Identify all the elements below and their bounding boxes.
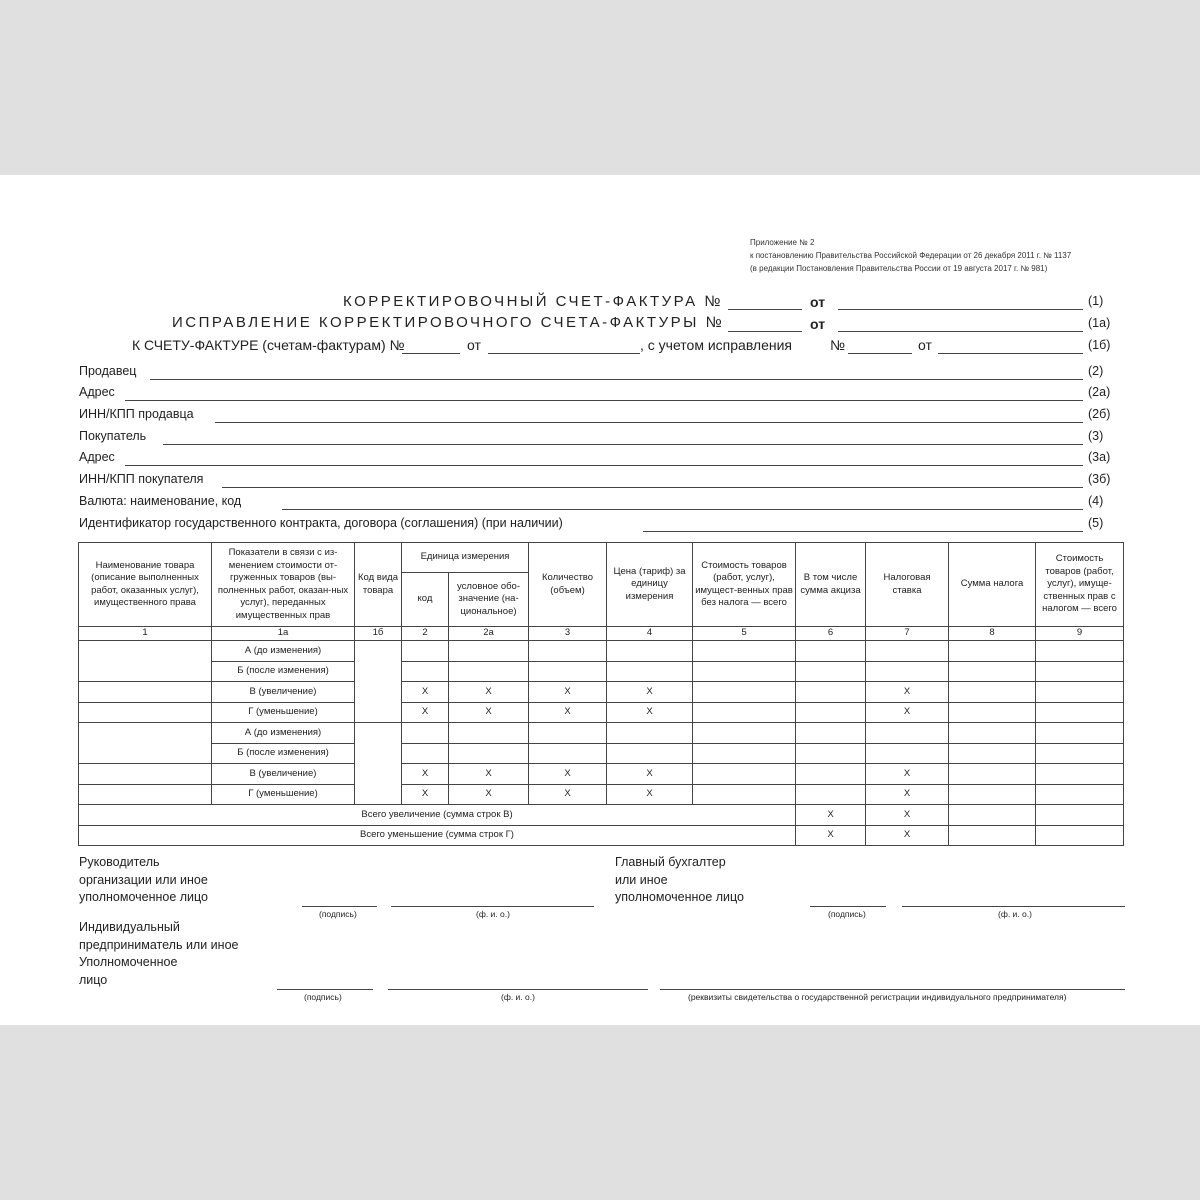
- row-label: В (увеличение): [212, 764, 355, 785]
- x-mark: Х: [607, 784, 693, 805]
- appendix-line-3: (в редакции Постановления Правительства России от 19 августа 2017 г. № 981): [750, 264, 1048, 273]
- cell[interactable]: [693, 723, 796, 744]
- acc-line-2: или иное: [615, 872, 668, 887]
- seller-label: Продавец: [79, 364, 137, 378]
- cell[interactable]: [449, 641, 529, 662]
- header-price: Цена (тариф) за единицу измерения: [607, 543, 693, 627]
- row-label: Г (уменьшение): [212, 784, 355, 805]
- fix-number-line: [848, 353, 912, 354]
- contract-id-line[interactable]: [643, 531, 1083, 532]
- cell[interactable]: [402, 661, 449, 682]
- col-number: 1а: [212, 627, 355, 641]
- seller-inn-code: (2б): [1088, 407, 1111, 421]
- x-mark: Х: [866, 764, 949, 785]
- cell[interactable]: [607, 661, 693, 682]
- col-number: 9: [1036, 627, 1124, 641]
- cell[interactable]: [949, 805, 1036, 826]
- cell[interactable]: [796, 641, 866, 662]
- x-mark: Х: [402, 784, 449, 805]
- x-mark: Х: [866, 825, 949, 846]
- seller-address-line[interactable]: [125, 400, 1083, 401]
- x-mark: Х: [529, 682, 607, 703]
- cell[interactable]: [402, 723, 449, 744]
- title-to-invoice: К СЧЕТУ-ФАКТУРЕ (счетам-фактурам) №: [132, 337, 405, 353]
- x-mark: Х: [607, 682, 693, 703]
- contract-id-code: (5): [1088, 516, 1104, 530]
- fix-date-line: [938, 353, 1083, 354]
- header-kod-vida: Код вида товара: [355, 543, 402, 627]
- head-fio-caption: (ф. и. о.): [476, 909, 510, 919]
- ip-line-4: лицо: [79, 972, 108, 987]
- cell[interactable]: [866, 743, 949, 764]
- x-mark: Х: [866, 702, 949, 723]
- cell[interactable]: [402, 743, 449, 764]
- cell[interactable]: [693, 702, 796, 723]
- cell[interactable]: [693, 743, 796, 764]
- cell[interactable]: [1036, 723, 1124, 744]
- cell[interactable]: [1036, 764, 1124, 785]
- appendix-line-2: к постановлению Правительства Российской Федерации от 26 декабря 2011 г. № 1137: [750, 251, 1072, 260]
- with-correction-label: , с учетом исправления: [640, 337, 793, 353]
- table-row: [79, 743, 1124, 764]
- cell[interactable]: [1036, 805, 1124, 826]
- correction-date-line: [838, 331, 1083, 332]
- title-correction: ИСПРАВЛЕНИЕ КОРРЕКТИРОВОЧНОГО СЧЕТА-ФАКТУРЫ №: [172, 314, 725, 331]
- invoice-number-line: [728, 309, 802, 310]
- buyer-inn-code: (3б): [1088, 472, 1111, 486]
- col-number: 6: [796, 627, 866, 641]
- x-mark: Х: [449, 682, 529, 703]
- cell[interactable]: [1036, 682, 1124, 703]
- ot-label-3: от: [467, 337, 481, 353]
- col-number: 5: [693, 627, 796, 641]
- table-row: [79, 702, 1124, 723]
- table-row: [79, 682, 1124, 703]
- table-row: [79, 723, 1124, 744]
- col-number: 1: [79, 627, 212, 641]
- cell[interactable]: [1036, 702, 1124, 723]
- currency-line[interactable]: [282, 509, 1083, 510]
- cell[interactable]: [449, 723, 529, 744]
- seller-inn-label: ИНН/КПП продавца: [79, 407, 194, 421]
- col-number: 8: [949, 627, 1036, 641]
- total-decrease-label: Всего уменьшение (сумма строк Г): [79, 825, 796, 846]
- head-signature-caption: (подпись): [319, 909, 357, 919]
- col-number: 7: [866, 627, 949, 641]
- header-unit-code: код: [402, 573, 449, 627]
- ip-signature-caption: (подпись): [304, 992, 342, 1002]
- header-excise: В том числе сумма акциза: [796, 543, 866, 627]
- col-number: 4: [607, 627, 693, 641]
- cell[interactable]: [796, 661, 866, 682]
- document-sheet: [0, 175, 1200, 1025]
- head-fio-line[interactable]: [391, 906, 594, 907]
- ip-line-3: Уполномоченное: [79, 955, 178, 969]
- cell[interactable]: [607, 641, 693, 662]
- cell[interactable]: [949, 702, 1036, 723]
- cell[interactable]: [796, 784, 866, 805]
- x-mark: Х: [607, 764, 693, 785]
- table-row: [79, 661, 1124, 682]
- x-mark: Х: [449, 784, 529, 805]
- seller-address-code: (2а): [1088, 385, 1111, 399]
- buyer-label: Покупатель: [79, 429, 147, 443]
- code-1: (1): [1088, 294, 1104, 308]
- col-number: 3: [529, 627, 607, 641]
- cell[interactable]: [949, 825, 1036, 846]
- item-name-cell[interactable]: [79, 682, 212, 703]
- cell[interactable]: [949, 682, 1036, 703]
- header-qty: Количество (объем): [529, 543, 607, 627]
- head-line-2: организации или иное: [79, 872, 208, 887]
- cell[interactable]: [796, 682, 866, 703]
- invoice-date-line: [838, 309, 1083, 310]
- cell[interactable]: [796, 723, 866, 744]
- x-mark: Х: [402, 682, 449, 703]
- buyer-code: (3): [1088, 429, 1104, 443]
- x-mark: Х: [529, 784, 607, 805]
- head-line-3: уполномоченное лицо: [79, 890, 209, 904]
- header-name: Наименование товара (описание выполненных работ, оказанных услуг), имущественного права: [79, 543, 212, 627]
- cell[interactable]: [607, 743, 693, 764]
- item-name-cell[interactable]: [79, 641, 212, 682]
- seller-code: (2): [1088, 364, 1104, 378]
- cell[interactable]: [949, 661, 1036, 682]
- ip-requisites-line[interactable]: [660, 989, 1125, 990]
- acc-fio-caption: (ф. и. о.): [998, 909, 1032, 919]
- seller-address-label: Адрес: [79, 385, 115, 399]
- item-name-cell[interactable]: [79, 702, 212, 723]
- cell[interactable]: [949, 723, 1036, 744]
- x-mark: Х: [866, 805, 949, 826]
- x-mark: Х: [402, 764, 449, 785]
- code-1b: (1б): [1088, 338, 1111, 352]
- cell[interactable]: [1036, 661, 1124, 682]
- total-increase-label: Всего увеличение (сумма строк В): [79, 805, 796, 826]
- acc-signature-line[interactable]: [810, 906, 886, 907]
- table-row: [79, 641, 1124, 662]
- buyer-address-line[interactable]: [125, 465, 1083, 466]
- seller-inn-line[interactable]: [215, 422, 1083, 423]
- cell[interactable]: [529, 723, 607, 744]
- header-cost: Стоимость товаров (работ, услуг), имущест-венных прав без налога — всего: [693, 543, 796, 627]
- ip-line-2: предприниматель или иное: [79, 937, 239, 952]
- cell[interactable]: [529, 641, 607, 662]
- item-name-cell[interactable]: [79, 764, 212, 785]
- col-number: 1б: [355, 627, 402, 641]
- item-name-cell[interactable]: [79, 784, 212, 805]
- cell[interactable]: [796, 702, 866, 723]
- table-row: [79, 764, 1124, 785]
- currency-label: Валюта: наименование, код: [79, 494, 242, 508]
- x-mark: Х: [796, 825, 866, 846]
- head-signature-line[interactable]: [302, 906, 377, 907]
- buyer-line[interactable]: [163, 444, 1083, 445]
- base-invoice-number-line: [402, 353, 460, 354]
- cell[interactable]: [796, 764, 866, 785]
- cell[interactable]: [693, 641, 796, 662]
- x-mark: Х: [607, 702, 693, 723]
- base-invoice-date-line: [488, 353, 640, 354]
- cell[interactable]: [693, 682, 796, 703]
- header-total: Стоимость товаров (работ, услуг), имуще-ственных прав с налогом — всего: [1036, 543, 1124, 627]
- appendix-note: [750, 236, 1071, 275]
- x-mark: Х: [449, 764, 529, 785]
- ot-label-1: от: [810, 294, 826, 310]
- cell[interactable]: [949, 764, 1036, 785]
- cell[interactable]: [449, 743, 529, 764]
- header-rate: Налоговая ставка: [866, 543, 949, 627]
- x-mark: Х: [449, 702, 529, 723]
- currency-code: (4): [1088, 494, 1104, 508]
- ip-signature-line[interactable]: [277, 989, 373, 990]
- buyer-address-code: (3а): [1088, 450, 1111, 464]
- cell[interactable]: [449, 661, 529, 682]
- x-mark: Х: [529, 764, 607, 785]
- title-corrective-invoice: КОРРЕКТИРОВОЧНЫЙ СЧЕТ-ФАКТУРА №: [343, 293, 723, 310]
- ot-label-4: от: [918, 337, 932, 353]
- cell[interactable]: [1036, 784, 1124, 805]
- code-1a: (1а): [1088, 316, 1111, 330]
- x-mark: Х: [796, 805, 866, 826]
- ip-fio-caption: (ф. и. о.): [501, 992, 535, 1002]
- cell[interactable]: [607, 723, 693, 744]
- total-decrease-row: [79, 825, 1124, 846]
- cell[interactable]: [866, 641, 949, 662]
- cell[interactable]: [949, 743, 1036, 764]
- cell[interactable]: [796, 743, 866, 764]
- cell[interactable]: [1036, 743, 1124, 764]
- cell[interactable]: [693, 661, 796, 682]
- item-name-cell[interactable]: [79, 723, 212, 764]
- row-label: В (увеличение): [212, 682, 355, 703]
- accountant-label: [615, 854, 744, 907]
- kod-vida-cell[interactable]: [355, 723, 402, 805]
- x-mark: Х: [402, 702, 449, 723]
- acc-line-3: уполномоченное лицо: [615, 890, 745, 904]
- table-row: [79, 784, 1124, 805]
- col-number: 2: [402, 627, 449, 641]
- cell[interactable]: [949, 641, 1036, 662]
- cell[interactable]: [1036, 641, 1124, 662]
- row-label: Б (после изменения): [212, 743, 355, 764]
- ip-requisites-caption: (реквизиты свидетельства о государственной регистрации индивидуального предпринимателя): [688, 992, 1067, 1002]
- cell[interactable]: [529, 743, 607, 764]
- invoice-table: [78, 542, 1124, 846]
- header-tax: Сумма налога: [949, 543, 1036, 627]
- head-signatory-label: [79, 854, 208, 907]
- ip-fio-line[interactable]: [388, 989, 648, 990]
- header-unit: Единица измерения: [402, 543, 529, 573]
- cell[interactable]: [529, 661, 607, 682]
- cell[interactable]: [693, 764, 796, 785]
- col-number: 2а: [449, 627, 529, 641]
- row-label: Б (после изменения): [212, 661, 355, 682]
- contract-id-label: Идентификатор государственного контракта, договора (соглашения) (при наличии): [79, 516, 563, 530]
- cell[interactable]: [949, 784, 1036, 805]
- x-mark: Х: [529, 702, 607, 723]
- acc-line-1: Главный бухгалтер: [615, 855, 726, 869]
- header-indicators: Показатели в связи с из-менением стоимости от-груженных товаров (вы-полненных работ, оказан-ных услуг), переданных имущественных прав: [212, 543, 355, 627]
- table-header-row-1: [79, 543, 1124, 573]
- cell[interactable]: [866, 661, 949, 682]
- x-mark: Х: [866, 784, 949, 805]
- correction-number-line: [728, 331, 802, 332]
- buyer-inn-line[interactable]: [222, 487, 1083, 488]
- row-label: Г (уменьшение): [212, 702, 355, 723]
- total-increase-row: [79, 805, 1124, 826]
- buyer-address-label: Адрес: [79, 450, 115, 464]
- appendix-line-1: Приложение № 2: [750, 238, 815, 247]
- ip-line-1: Индивидуальный: [79, 920, 180, 934]
- seller-line[interactable]: [150, 379, 1083, 380]
- acc-signature-caption: (подпись): [828, 909, 866, 919]
- cell[interactable]: [402, 641, 449, 662]
- cell[interactable]: [693, 784, 796, 805]
- row-label: А (до изменения): [212, 641, 355, 662]
- entrepreneur-label: [79, 919, 238, 989]
- kod-vida-cell[interactable]: [355, 641, 402, 723]
- buyer-inn-label: ИНН/КПП покупателя: [79, 472, 204, 486]
- cell[interactable]: [1036, 825, 1124, 846]
- x-mark: Х: [866, 682, 949, 703]
- row-label: А (до изменения): [212, 723, 355, 744]
- number-sign: №: [830, 337, 846, 353]
- header-unit-name: условное обо-значение (на-циональное): [449, 573, 529, 627]
- column-numbers-row: [79, 627, 1124, 641]
- head-line-1: Руководитель: [79, 855, 160, 869]
- cell[interactable]: [866, 723, 949, 744]
- acc-fio-line[interactable]: [902, 906, 1125, 907]
- ot-label-2: от: [810, 316, 826, 332]
